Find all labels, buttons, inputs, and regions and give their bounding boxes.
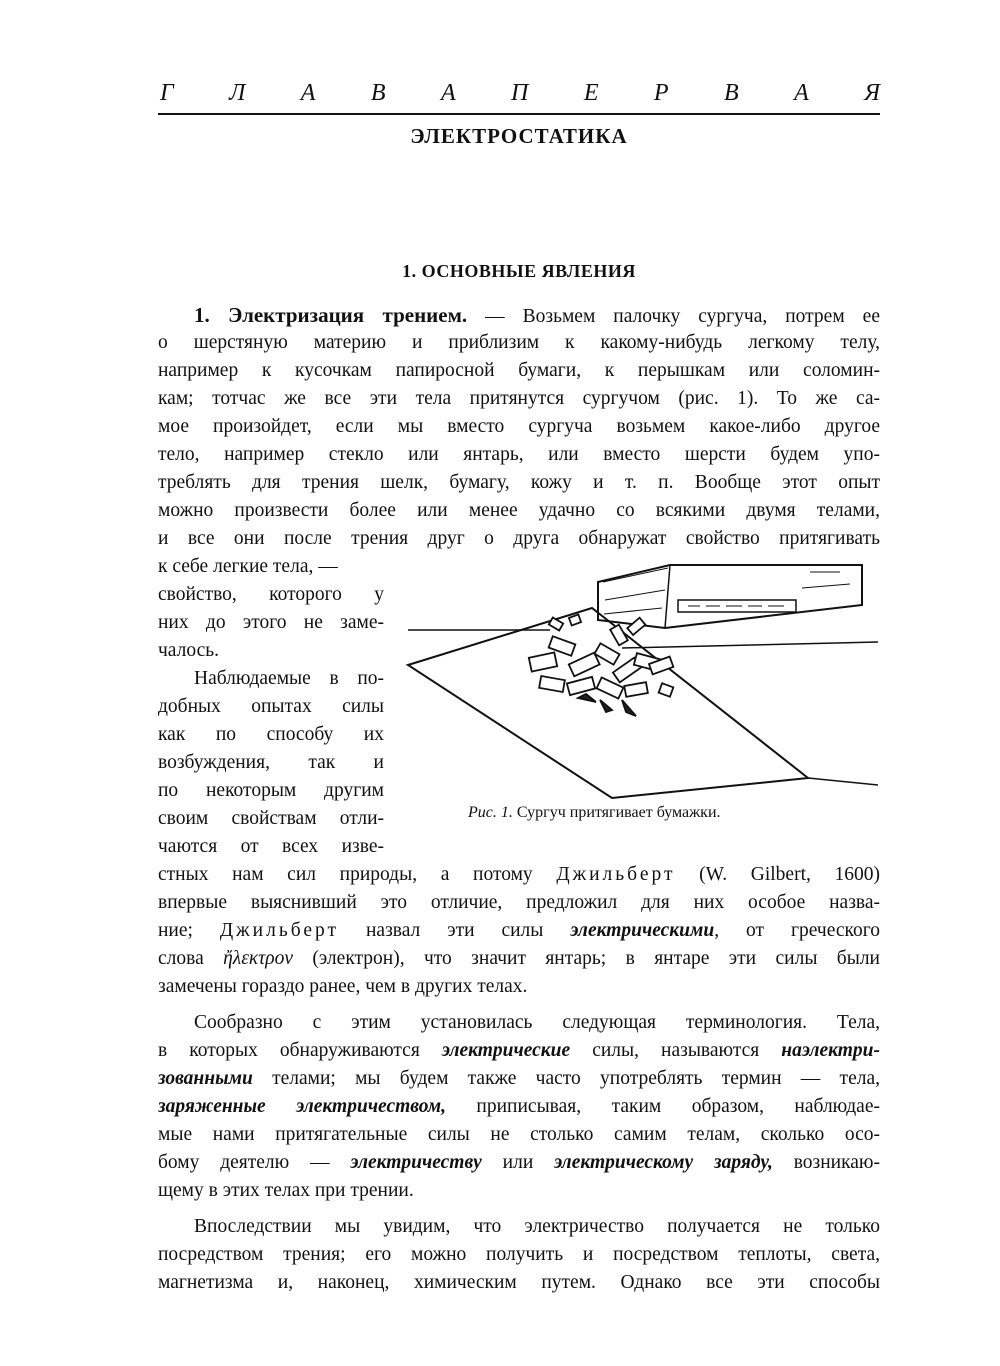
- term: электрическому заряду,: [554, 1152, 773, 1173]
- figure-label: Рис. 1.: [468, 804, 513, 821]
- text-line: магнетизма и, наконец, химическим путем. Однако все эти способы: [158, 1272, 880, 1293]
- text-line: о шерстяную материю и приблизим к какому-нибудь легкому телу,: [158, 332, 880, 353]
- text-line: впервые выяснивший это отличие, предложил для них особое назва-: [158, 892, 880, 913]
- person-name: Джильберт: [556, 864, 676, 885]
- chapter-letter: В: [724, 80, 739, 106]
- term: электричеству: [350, 1152, 482, 1173]
- text-line: возбуждения, так и: [158, 752, 384, 773]
- text-line: [158, 301, 880, 329]
- text-line: Впоследствии мы увидим, что электричество получается не только: [194, 1216, 880, 1237]
- heading-rule: [158, 113, 880, 115]
- text-line: мое произойдет, если мы вместо сургуча возьмем какое-либо другое: [158, 416, 880, 437]
- text-line: как по способу их: [158, 724, 384, 745]
- chapter-letter: Е: [583, 80, 599, 106]
- text-line: треблять для трения шелк, бумагу, кожу и т. п. Вообще этот опыт: [158, 472, 880, 493]
- text-line: [158, 1093, 880, 1121]
- paper-sheet: [408, 608, 878, 798]
- chapter-letter: Р: [653, 80, 669, 106]
- text-span: (W. Gilbert, 1600): [675, 864, 880, 885]
- text-line: свойство, которого у: [158, 584, 384, 605]
- text-line: Наблюдаемые в по-: [194, 668, 384, 689]
- text-line: чаются от всех изве-: [158, 836, 384, 857]
- text-span: назвал эти силы: [339, 920, 571, 941]
- text-line: щему в этих телах при трении.: [158, 1180, 414, 1201]
- text-line: и все они после трения друг о друга обнаружат свойство притягивать: [158, 528, 880, 549]
- text-line: можно произвести более или менее удачно со всякими двумя телами,: [158, 500, 880, 521]
- term: заряженные электричеством,: [158, 1096, 446, 1117]
- text-line: них до этого не заме-: [158, 612, 384, 633]
- text-line: тело, например стекло или янтарь, или вместо шерсти будем упо-: [158, 444, 880, 465]
- text-line: к себе легкие тела, —: [158, 556, 338, 577]
- text-line: [158, 1037, 880, 1065]
- text-line: замечены гораздо ранее, чем в других телах.: [158, 976, 528, 997]
- text-span: в которых обнаруживаются: [158, 1040, 442, 1061]
- text-span: приписывая, таким образом, наблюдае-: [445, 1096, 880, 1117]
- text-line: [158, 917, 880, 945]
- chapter-letter: Я: [864, 80, 880, 106]
- chapter-heading: [160, 78, 880, 108]
- chapter-title: ЭЛЕКТРОСТАТИКА: [410, 124, 628, 148]
- term: наэлектри-: [781, 1040, 880, 1061]
- text-span: телами; мы будем также часто употреблять термин — тела,: [252, 1068, 880, 1089]
- chapter-letter: А: [794, 80, 809, 106]
- text-line: [158, 1149, 880, 1177]
- text-span: , от греческого: [714, 920, 880, 941]
- text-line: [158, 861, 880, 889]
- figure-illustration: [400, 560, 880, 800]
- term: зованными: [158, 1068, 253, 1089]
- text-line: кам; тотчас же все эти тела притянутся сургучом (рис. 1). То же са-: [158, 388, 880, 409]
- text-line: Сообразно с этим установилась следующая терминология. Тела,: [194, 1012, 880, 1033]
- text-line: посредством трения; его можно получить и посредством теплоты, света,: [158, 1244, 880, 1265]
- text-line: добных опытах силы: [158, 696, 384, 717]
- text-line: мые нами притягательные силы не столько самим телам, сколько осо-: [158, 1124, 880, 1145]
- chapter-letter: Г: [160, 80, 174, 106]
- figure-caption: [468, 802, 798, 824]
- text-span: — Возьмем палочку сургуча, потрем ее: [467, 306, 880, 327]
- text-line: [158, 945, 880, 973]
- person-name: Джильберт: [219, 920, 340, 941]
- caption-text: Сургуч притягивает бумажки.: [512, 804, 721, 821]
- text-span: бому деятелю —: [158, 1152, 351, 1173]
- paragraph-lead: 1. Электризация трением.: [194, 303, 468, 327]
- text-span: или: [481, 1152, 555, 1173]
- text-span: стных нам сил природы, а потому: [158, 864, 557, 885]
- text-span: ние;: [158, 920, 220, 941]
- text-line: своим свойствам отли-: [158, 808, 384, 829]
- text-line: по некоторым другим: [158, 780, 384, 801]
- term: электрические: [441, 1040, 571, 1061]
- text-line: [158, 1065, 880, 1093]
- section-title: 1. ОСНОВНЫЕ ЯВЛЕНИЯ: [402, 261, 636, 281]
- paper-scraps: [529, 615, 674, 716]
- text-span: возникаю-: [772, 1152, 880, 1173]
- term: электрическими: [570, 920, 715, 941]
- chapter-letter: А: [300, 80, 316, 106]
- chapter-letter: Л: [229, 80, 246, 106]
- chapter-letter: П: [511, 80, 529, 106]
- text-line: чалось.: [158, 640, 220, 661]
- text-line: например к кусочкам папиросной бумаги, к перышкам или соломин-: [158, 360, 880, 381]
- text-span: силы, называются: [570, 1040, 782, 1061]
- chapter-letter: В: [370, 80, 386, 106]
- text-span: слова: [158, 948, 224, 969]
- chapter-letter: А: [440, 80, 456, 106]
- text-span: (электрон), что значит янтарь; в янтаре эти силы были: [293, 948, 880, 969]
- greek-word: ἤλεκτρον: [223, 948, 294, 969]
